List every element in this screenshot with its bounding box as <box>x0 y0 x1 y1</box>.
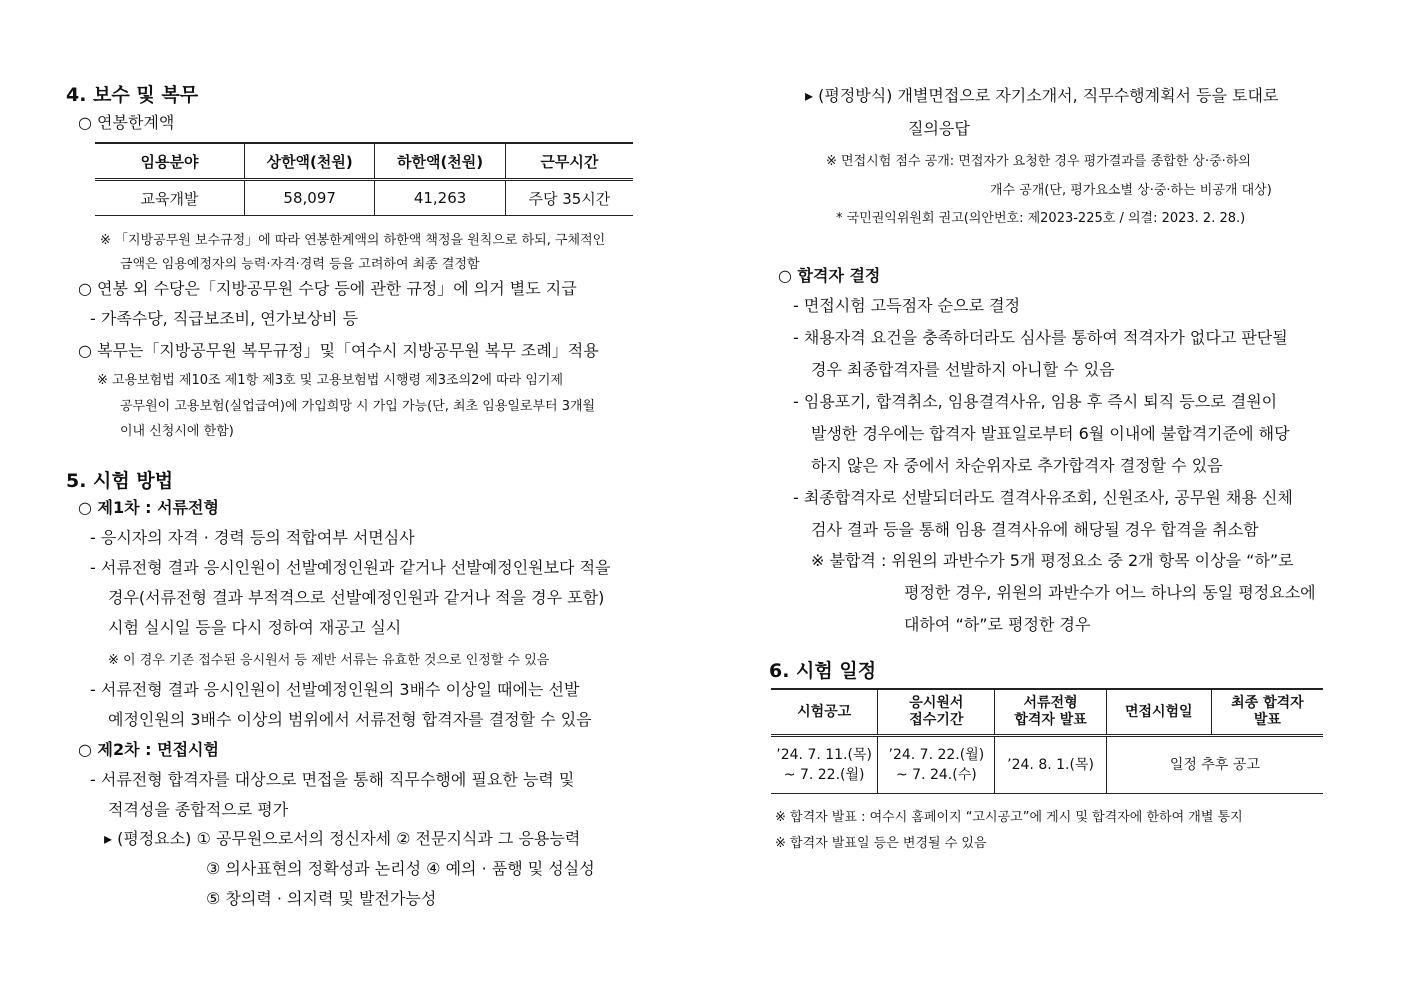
round1-item: 예정인원의 3배수 이상의 범위에서 서류전형 합격자를 결정할 수 있음 <box>108 710 592 729</box>
pass-item: - 임용포기, 합격취소, 임용결격사유, 임용 후 즉시 퇴직 등으로 결원이 <box>793 392 1278 411</box>
insurance-note-line: ※ 고용보험법 제10조 제1항 제3호 및 고용보험법 시행령 제3조의2에 따라 임기제 <box>97 373 564 388</box>
fail-note: ※ 불합격 : 위원의 과반수가 5개 평정요소 중 2개 항목 이상을 “하”로 <box>811 551 1294 570</box>
salary-note-line: 금액은 임용예정자의 능력·자격·경력 등을 고려하여 최종 결정함 <box>120 257 480 272</box>
table-cell: ’24. 8. 1.(목) <box>995 736 1106 794</box>
round1-item: 경우(서류전형 결과 부적격으로 선발예정인원과 같거나 적을 경우 포함) <box>108 588 605 607</box>
round1-item: - 서류전형 결과 응시인원이 선발예정인원의 3배수 이상일 때에는 선발 <box>90 680 580 699</box>
table-header: 서류전형 합격자 발표 <box>995 689 1106 736</box>
table-header: 하한액(천원) <box>375 143 505 180</box>
table-header: 시험공고 <box>771 689 878 736</box>
pass-item: 발생한 경우에는 합격자 발표일로부터 6월 이내에 불합격기준에 해당 <box>811 424 1290 443</box>
table-header: 최종 합격자 발표 <box>1211 689 1323 736</box>
table-row <box>771 736 1323 794</box>
table-cell: 41,263 <box>375 180 505 216</box>
table-header: 근무시간 <box>505 143 633 180</box>
table-header: 면접시험일 <box>1106 689 1211 736</box>
pass-heading: ○ 합격자 결정 <box>778 266 881 285</box>
eval-method: 질의응답 <box>908 119 970 138</box>
table-row <box>95 180 633 216</box>
eval-elements: ▸ (평정요소) ① 공무원으로서의 정신자세 ② 전문지식과 그 응용능력 <box>104 829 581 848</box>
table-cell: 58,097 <box>244 180 374 216</box>
round2-item: 적격성을 종합적으로 평가 <box>108 800 289 819</box>
allowance-text: ○ 연봉 외 수당은「지방공무원 수당 등에 관한 규정」에 의거 별도 지급 <box>78 279 577 298</box>
section-4-title: 4. 보수 및 복무 <box>66 84 199 106</box>
duty-text: ○ 복무는「지방공무원 복무규정」및「여수시 지방공무원 복무 조례」적용 <box>78 341 599 360</box>
fail-note: 평정한 경우, 위원의 과반수가 어느 하나의 동일 평정요소에 <box>904 583 1316 602</box>
round1-item: 시험 실시일 등을 다시 정하여 재공고 실시 <box>108 618 402 637</box>
insurance-note-line: 공무원이 고용보험(실업급여)에 가입희망 시 가입 가능(단, 최초 임용일로부터 3개월 <box>120 399 596 414</box>
pass-item: 경우 최종합격자를 선발하지 아니할 수 있음 <box>811 360 1115 379</box>
round2-heading: ○ 제2차 : 면접시험 <box>78 740 219 759</box>
disclosure-note: 개수 공개(단, 평가요소별 상·중·하는 비공개 대상) <box>990 183 1272 198</box>
pass-item: - 면접시험 고득점자 순으로 결정 <box>793 296 1021 315</box>
salary-table <box>95 142 633 216</box>
insurance-note-line: 이내 신청시에 한함) <box>120 424 234 439</box>
allowance-sub: - 가족수당, 직급보조비, 연가보상비 등 <box>90 309 359 328</box>
disclosure-note: ※ 면접시험 점수 공개: 면접자가 요청한 경우 평가결과를 종합한 상·중·하의 <box>826 154 1251 169</box>
salary-note-line: ※ 「지방공무원 보수규정」에 따라 연봉한계액의 하한액 책정을 원칙으로 하되, 구체적인 <box>100 233 606 248</box>
disclosure-note: * 국민권익위원회 권고(의안번호: 제2023-225호 / 의결: 2023. 2. 28.) <box>836 211 1246 226</box>
round1-heading: ○ 제1차 : 서류전형 <box>78 498 219 517</box>
schedule-table <box>771 688 1323 794</box>
table-header: 임용분야 <box>95 143 244 180</box>
table-header-row <box>95 143 633 180</box>
pass-item: 검사 결과 등을 통해 임용 결격사유에 해당될 경우 합격을 취소함 <box>811 520 1259 539</box>
pass-item: - 채용자격 요건을 충족하더라도 심사를 통하여 적격자가 없다고 판단될 <box>793 328 1288 347</box>
table-cell: 주당 35시간 <box>505 180 633 216</box>
table-cell: ’24. 7. 11.(목) ~ 7. 22.(월) <box>771 736 878 794</box>
round2-item: - 서류전형 합격자를 대상으로 면접을 통해 직무수행에 필요한 능력 및 <box>90 770 575 789</box>
table-header-row <box>771 689 1323 736</box>
salary-heading: ○ 연봉한계액 <box>78 113 175 132</box>
table-header: 응시원서 접수기간 <box>878 689 995 736</box>
eval-elements: ③ 의사표현의 정확성과 논리성 ④ 예의 · 품행 및 성실성 <box>206 859 595 878</box>
section-6-title: 6. 시험 일정 <box>769 660 877 682</box>
schedule-note: ※ 합격자 발표일 등은 변경될 수 있음 <box>775 836 987 851</box>
section-5-title: 5. 시험 방법 <box>66 470 174 492</box>
eval-elements: ⑤ 창의력 · 의지력 및 발전가능성 <box>206 889 437 908</box>
table-header: 상한액(천원) <box>244 143 374 180</box>
schedule-note: ※ 합격자 발표 : 여수시 홈페이지 “고시공고”에 게시 및 합격자에 한하여 개별 통지 <box>775 810 1243 825</box>
table-cell: 교육개발 <box>95 180 244 216</box>
round1-item: - 서류전형 결과 응시인원이 선발예정인원과 같거나 선발예정인원보다 적을 <box>90 558 611 577</box>
table-cell: ’24. 7. 22.(월) ~ 7. 24.(수) <box>878 736 995 794</box>
pass-item: - 최종합격자로 선발되더라도 결격사유조회, 신원조사, 공무원 채용 신체 <box>793 488 1293 507</box>
pass-item: 하지 않은 자 중에서 차순위자로 추가합격자 결정할 수 있음 <box>811 456 1223 475</box>
eval-method: ▸ (평정방식) 개별면접으로 자기소개서, 직무수행계획서 등을 토대로 <box>805 86 1279 105</box>
round1-item: - 응시자의 자격 · 경력 등의 적합여부 서면심사 <box>90 528 415 547</box>
fail-note: 대하여 “하”로 평정한 경우 <box>904 615 1091 634</box>
round1-note: ※ 이 경우 기존 접수된 응시원서 등 제반 서류는 유효한 것으로 인정할 수 있음 <box>108 653 550 668</box>
table-cell: 일정 추후 공고 <box>1106 736 1323 794</box>
